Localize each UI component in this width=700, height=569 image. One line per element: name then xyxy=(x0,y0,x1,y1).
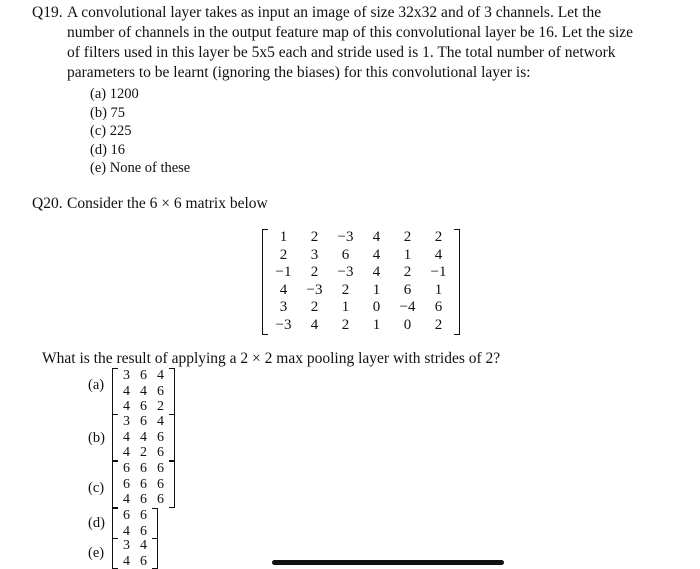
q19-line-3: of filters used in this layer be 5x5 each and stride used is 1. The total number of network xyxy=(67,44,616,62)
matrix-cell: 4 xyxy=(423,247,454,265)
matrix-cell: 1 xyxy=(268,229,299,247)
matrix-cell: 0 xyxy=(361,299,392,317)
matrix-cell: 4 xyxy=(135,384,152,400)
matrix-cell: 6 xyxy=(135,524,152,540)
matrix-cell: 6 xyxy=(152,430,169,446)
matrix-cell: 4 xyxy=(118,384,135,400)
q19-option-a: (a) 1200 xyxy=(90,86,139,103)
matrix-cell: 4 xyxy=(152,368,169,384)
matrix-right-bracket xyxy=(169,368,175,415)
matrix-cell: 4 xyxy=(118,399,135,415)
matrix-right-bracket xyxy=(152,508,158,539)
matrix-right-bracket xyxy=(169,461,175,508)
matrix-row xyxy=(118,384,169,400)
matrix-cell: −3 xyxy=(330,264,361,282)
matrix-cell: 6 xyxy=(118,477,135,493)
home-indicator xyxy=(272,560,504,565)
matrix-row xyxy=(268,282,454,300)
matrix-cell: 4 xyxy=(118,445,135,461)
matrix-row xyxy=(118,445,169,461)
matrix-cell: 4 xyxy=(135,538,152,554)
matrix-row xyxy=(118,538,152,554)
matrix-row xyxy=(118,554,152,569)
matrix-cell: 4 xyxy=(152,414,169,430)
matrix-cell: 6 xyxy=(152,477,169,493)
q20-option-matrix xyxy=(112,368,175,415)
matrix-cell: 2 xyxy=(423,317,454,335)
q19-number: Q19. xyxy=(32,4,63,22)
matrix-row xyxy=(268,247,454,265)
q19-line-4: parameters to be learnt (ignoring the biases) for this convolutional layer is: xyxy=(67,64,531,82)
q20-question: What is the result of applying a 2 × 2 max pooling layer with strides of 2? xyxy=(42,350,500,368)
matrix-cell: 6 xyxy=(152,384,169,400)
matrix-cell: 3 xyxy=(299,247,330,265)
matrix-cell: 6 xyxy=(118,508,135,524)
matrix-row xyxy=(268,229,454,247)
matrix-cell: 6 xyxy=(135,492,152,508)
q19-option-c: (c) 225 xyxy=(90,123,131,140)
q20-option-label: (c) xyxy=(88,480,104,497)
q20-option-label: (e) xyxy=(88,545,104,562)
matrix-row xyxy=(118,524,152,540)
matrix-cell: 1 xyxy=(361,282,392,300)
matrix-cell: 1 xyxy=(423,282,454,300)
q20-matrix-table xyxy=(268,229,454,335)
matrix-cell: 1 xyxy=(361,317,392,335)
q20-option-label: (a) xyxy=(88,377,104,394)
matrix-cell: 2 xyxy=(392,264,423,282)
matrix-row xyxy=(118,399,169,415)
matrix-cell: −3 xyxy=(299,282,330,300)
matrix-right-bracket xyxy=(454,229,460,335)
matrix-row xyxy=(118,477,169,493)
q20-prompt: Consider the 6 × 6 matrix below xyxy=(67,195,268,213)
matrix-cell: −4 xyxy=(392,299,423,317)
q19-option-e: (e) None of these xyxy=(90,160,190,177)
matrix-cell: 6 xyxy=(135,368,152,384)
matrix-cell: 6 xyxy=(152,445,169,461)
matrix-cell: 6 xyxy=(135,414,152,430)
matrix-cell: 2 xyxy=(423,229,454,247)
matrix-cell: 6 xyxy=(152,492,169,508)
matrix-cell: 4 xyxy=(118,492,135,508)
q20-matrix xyxy=(262,229,460,335)
matrix-cell: 2 xyxy=(330,317,361,335)
matrix-cell: 6 xyxy=(118,461,135,477)
matrix-cell: 2 xyxy=(299,264,330,282)
matrix-cell: 3 xyxy=(118,368,135,384)
matrix-row xyxy=(268,299,454,317)
matrix-cell: 4 xyxy=(361,264,392,282)
matrix-cell: 3 xyxy=(118,538,135,554)
matrix-right-bracket xyxy=(152,538,158,569)
matrix-cell: 2 xyxy=(299,299,330,317)
option-matrix-table xyxy=(118,538,152,569)
matrix-row xyxy=(268,317,454,335)
matrix-cell: −3 xyxy=(268,317,299,335)
matrix-cell: 4 xyxy=(268,282,299,300)
matrix-cell: 2 xyxy=(392,229,423,247)
option-matrix-table xyxy=(118,414,169,461)
matrix-cell: 6 xyxy=(152,461,169,477)
matrix-cell: 6 xyxy=(135,399,152,415)
matrix-cell: 6 xyxy=(135,554,152,569)
q19-line-1: A convolutional layer takes as input an image of size 32x32 and of 3 channels. Let the xyxy=(67,4,601,22)
option-matrix-table xyxy=(118,461,169,508)
matrix-cell: 4 xyxy=(135,430,152,446)
matrix-cell: 4 xyxy=(118,554,135,569)
matrix-cell: 4 xyxy=(118,524,135,540)
matrix-cell: −3 xyxy=(330,229,361,247)
matrix-row xyxy=(268,264,454,282)
matrix-right-bracket xyxy=(169,414,175,461)
matrix-row xyxy=(118,492,169,508)
q19-option-d: (d) 16 xyxy=(90,142,125,159)
q20-option-matrix xyxy=(112,414,175,461)
matrix-cell: −1 xyxy=(268,264,299,282)
matrix-cell: 4 xyxy=(361,229,392,247)
matrix-cell: 6 xyxy=(392,282,423,300)
matrix-cell: 2 xyxy=(268,247,299,265)
q20-option-matrix xyxy=(112,538,158,569)
q19-option-b: (b) 75 xyxy=(90,105,125,122)
matrix-row xyxy=(118,508,152,524)
matrix-cell: 2 xyxy=(152,399,169,415)
q19-line-2: number of channels in the output feature map of this convolutional layer be 16. Let the size xyxy=(67,24,633,42)
matrix-cell: 3 xyxy=(268,299,299,317)
matrix-row xyxy=(118,368,169,384)
matrix-cell: 2 xyxy=(135,445,152,461)
matrix-cell: 4 xyxy=(118,430,135,446)
option-matrix-table xyxy=(118,368,169,415)
matrix-row xyxy=(118,461,169,477)
matrix-cell: 6 xyxy=(135,477,152,493)
matrix-cell: 2 xyxy=(330,282,361,300)
matrix-cell: 4 xyxy=(361,247,392,265)
q20-option-label: (d) xyxy=(88,515,105,532)
q20-option-label: (b) xyxy=(88,430,105,447)
matrix-cell: 0 xyxy=(392,317,423,335)
q20-number: Q20. xyxy=(32,195,63,213)
matrix-cell: 1 xyxy=(330,299,361,317)
matrix-row xyxy=(118,430,169,446)
matrix-cell: 6 xyxy=(135,461,152,477)
matrix-cell: 1 xyxy=(392,247,423,265)
matrix-cell: −1 xyxy=(423,264,454,282)
matrix-cell: 2 xyxy=(299,229,330,247)
option-matrix-table xyxy=(118,508,152,539)
matrix-cell: 6 xyxy=(135,508,152,524)
q20-option-matrix xyxy=(112,461,175,508)
matrix-row xyxy=(118,414,169,430)
matrix-cell: 3 xyxy=(118,414,135,430)
matrix-cell: 6 xyxy=(423,299,454,317)
q20-option-matrix xyxy=(112,508,158,539)
matrix-cell: 6 xyxy=(330,247,361,265)
matrix-cell: 4 xyxy=(299,317,330,335)
